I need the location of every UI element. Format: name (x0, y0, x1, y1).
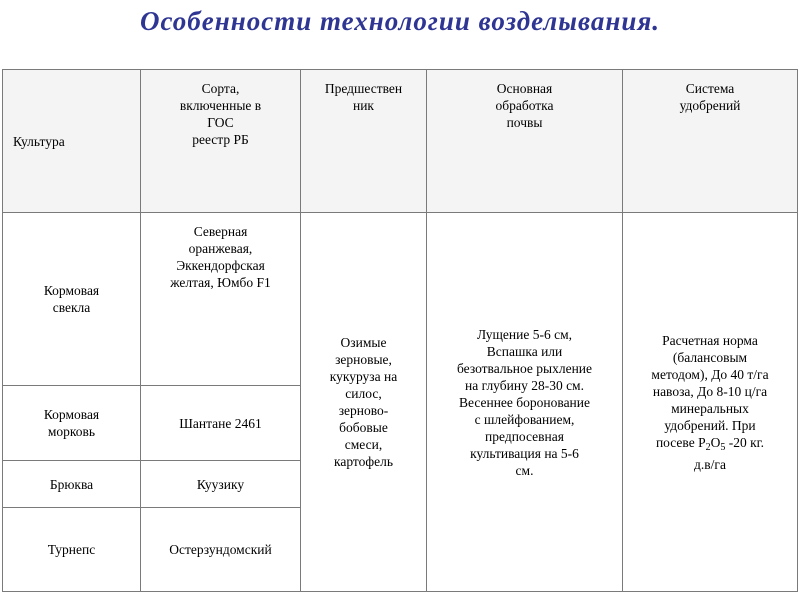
varieties-cell: Шантане 2461 (141, 386, 301, 461)
varieties-cell: Куузику (141, 461, 301, 508)
header-varieties: Сорта, включенные в ГОС реестр РБ (141, 70, 301, 213)
varieties-cell: Северная оранжевая, Эккендорфская желтая, Юмбо F1 (141, 213, 301, 386)
fertilizer-text: -20 кг. д.в/га (694, 434, 765, 472)
header-crop: Культура (3, 70, 141, 213)
fertilizer-text: Расчетная норма (балансовым методом), До 40 т/га навоза, До 8-10 ц/га минеральных удобрений. При посеве Р (651, 332, 769, 450)
crop-technology-table (2, 69, 798, 592)
varieties-cell: Остерзундомский (141, 508, 301, 592)
page-title: Особенности технологии возделывания. (139, 6, 661, 36)
fertilizer-cell (623, 213, 798, 592)
table-row (3, 213, 798, 386)
table-header-row (3, 70, 798, 213)
predecessor-cell: Озимые зерновые, кукуруза на силос, зерново- бобовые смеси, картофель (301, 213, 427, 592)
crop-cell: Кормовая свекла (3, 213, 141, 386)
crop-cell: Турнепс (3, 508, 141, 592)
header-tillage: Основная обработка почвы (427, 70, 623, 213)
header-predecessor: Предшествен ник (301, 70, 427, 213)
header-fertilizer: Система удобрений (623, 70, 798, 213)
fertilizer-subscript: 5 (720, 441, 726, 453)
crop-cell: Брюква (3, 461, 141, 508)
crop-cell: Кормовая морковь (3, 386, 141, 461)
tillage-cell: Лущение 5-6 см, Вспашка или безотвальное рыхление на глубину 28-30 см. Весеннее боронование с шлейфованием, предпосевная культивация на 5-6 см. (427, 213, 623, 592)
fertilizer-text: О (710, 434, 721, 450)
fertilizer-subscript: 2 (705, 441, 711, 453)
